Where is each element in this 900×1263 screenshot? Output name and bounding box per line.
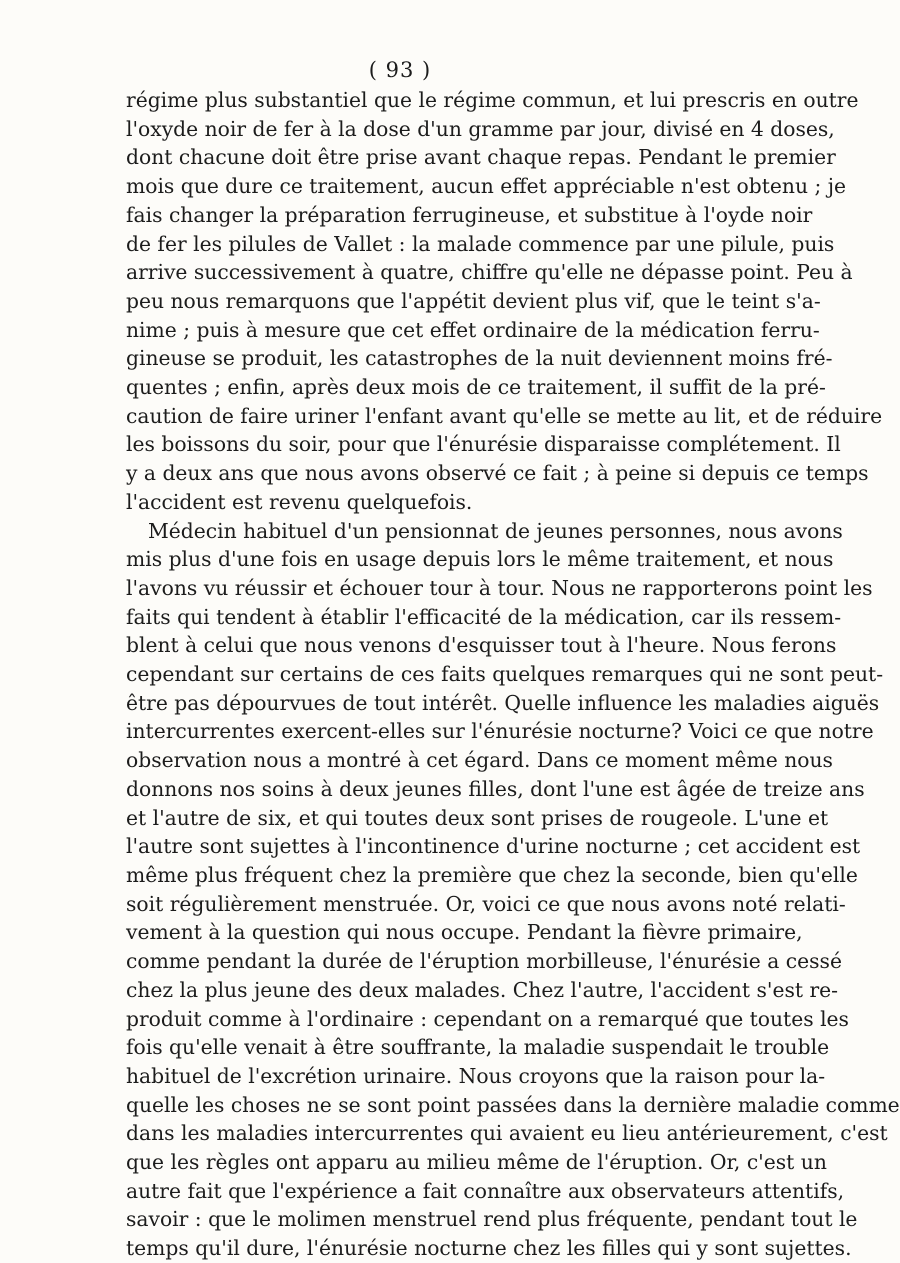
text-line: régime plus substantiel que le régime commun, et lui prescris en outre <box>126 88 859 112</box>
body-text <box>126 86 900 1263</box>
text-line: dont chacune doit être prise avant chaque repas. Pendant le premier <box>126 145 836 170</box>
paragraph-1 <box>126 86 883 517</box>
text-line: cependant sur certains de ces faits quelques remarques qui ne sont peut- <box>126 662 884 687</box>
text-line: mis plus d'une fois en usage depuis lors le même traitement, et nous <box>126 547 834 572</box>
text-line: quentes ; enfin, après deux mois de ce traitement, il suffit de la pré- <box>126 375 826 400</box>
text-line: peu nous remarquons que l'appétit devient plus vif, que le teint s'a- <box>126 288 821 313</box>
text-line: comme pendant la durée de l'éruption morbilleuse, l'énurésie a cessé <box>126 949 842 974</box>
text-line: quelle les choses ne se sont point passées dans la dernière maladie comme <box>126 1092 900 1117</box>
text-line: nime ; puis à mesure que cet effet ordinaire de la médication ferru- <box>126 317 820 342</box>
text-line: intercurrentes exercent-elles sur l'énurésie nocturne? Voici ce que notre <box>126 719 874 744</box>
text-line: blent à celui que nous venons d'esquisser tout à l'heure. Nous ferons <box>126 633 837 658</box>
text-line: vement à la question qui nous occupe. Pendant la fièvre primaire, <box>126 920 803 945</box>
text-line: fais changer la préparation ferrugineuse, et substitue à l'oyde noir <box>126 202 813 227</box>
text-line: caution de faire uriner l'enfant avant qu'elle se mette au lit, et de réduire <box>126 403 883 428</box>
text-line: arrive successivement à quatre, chiffre qu'elle ne dépasse point. Peu à <box>126 260 853 285</box>
text-line: autre fait que l'expérience a fait connaître aux observateurs attentifs, <box>126 1178 845 1203</box>
page-number: ( 93 ) <box>368 58 432 82</box>
text-line: y a deux ans que nous avons observé ce fait ; à peine si depuis ce temps <box>126 461 869 486</box>
text-line: Médecin habituel d'un pensionnat de jeunes personnes, nous avons <box>148 518 843 543</box>
text-line: être pas dépourvues de tout intérêt. Quelle influence les maladies aiguës <box>126 690 880 715</box>
text-line: fois qu'elle venait à être souffrante, la maladie suspendait le trouble <box>126 1035 830 1060</box>
text-line: de fer les pilules de Vallet : la malade commence par une pilule, puis <box>126 231 835 256</box>
text-line: faits qui tendent à établir l'efficacité de la médication, car ils ressem- <box>126 604 842 629</box>
paragraph-2 <box>126 517 900 1263</box>
text-line: les boissons du soir, pour que l'énurésie disparaisse complétement. Il <box>126 432 841 457</box>
text-line: temps qu'il dure, l'énurésie nocturne chez les filles qui y sont sujettes. <box>126 1236 852 1261</box>
text-line: habituel de l'excrétion urinaire. Nous croyons que la raison pour la- <box>126 1063 826 1088</box>
text-line: l'autre sont sujettes à l'incontinence d'urine nocturne ; cet accident est <box>126 834 861 859</box>
text-line: que les règles ont apparu au milieu même de l'éruption. Or, c'est un <box>126 1150 827 1175</box>
text-line: et l'autre de six, et qui toutes deux sont prises de rougeole. L'une et <box>126 805 829 830</box>
text-line: dans les maladies intercurrentes qui avaient eu lieu antérieurement, c'est <box>126 1121 888 1146</box>
text-line: gineuse se produit, les catastrophes de la nuit deviennent moins fré- <box>126 346 833 371</box>
text-line: l'accident est revenu quelquefois. <box>126 489 473 514</box>
text-line: observation nous a montré à cet égard. Dans ce moment même nous <box>126 748 833 773</box>
text-line: mois que dure ce traitement, aucun effet appréciable n'est obtenu ; je <box>126 174 847 199</box>
text-line: chez la plus jeune des deux malades. Chez l'autre, l'accident s'est re- <box>126 977 839 1002</box>
text-line: produit comme à l'ordinaire : cependant on a remarqué que toutes les <box>126 1006 849 1031</box>
text-line: l'oxyde noir de fer à la dose d'un gramme par jour, divisé en 4 doses, <box>126 116 835 141</box>
text-line: l'avons vu réussir et échouer tour à tour. Nous ne rapporterons point les <box>126 575 873 600</box>
text-line: même plus fréquent chez la première que chez la seconde, bien qu'elle <box>126 862 858 887</box>
text-line: donnons nos soins à deux jeunes filles, dont l'une est âgée de treize ans <box>126 776 865 801</box>
text-line: soit régulièrement menstruée. Or, voici ce que nous avons noté relati- <box>126 891 846 916</box>
text-line: savoir : que le molimen menstruel rend plus fréquente, pendant tout le <box>126 1207 858 1232</box>
